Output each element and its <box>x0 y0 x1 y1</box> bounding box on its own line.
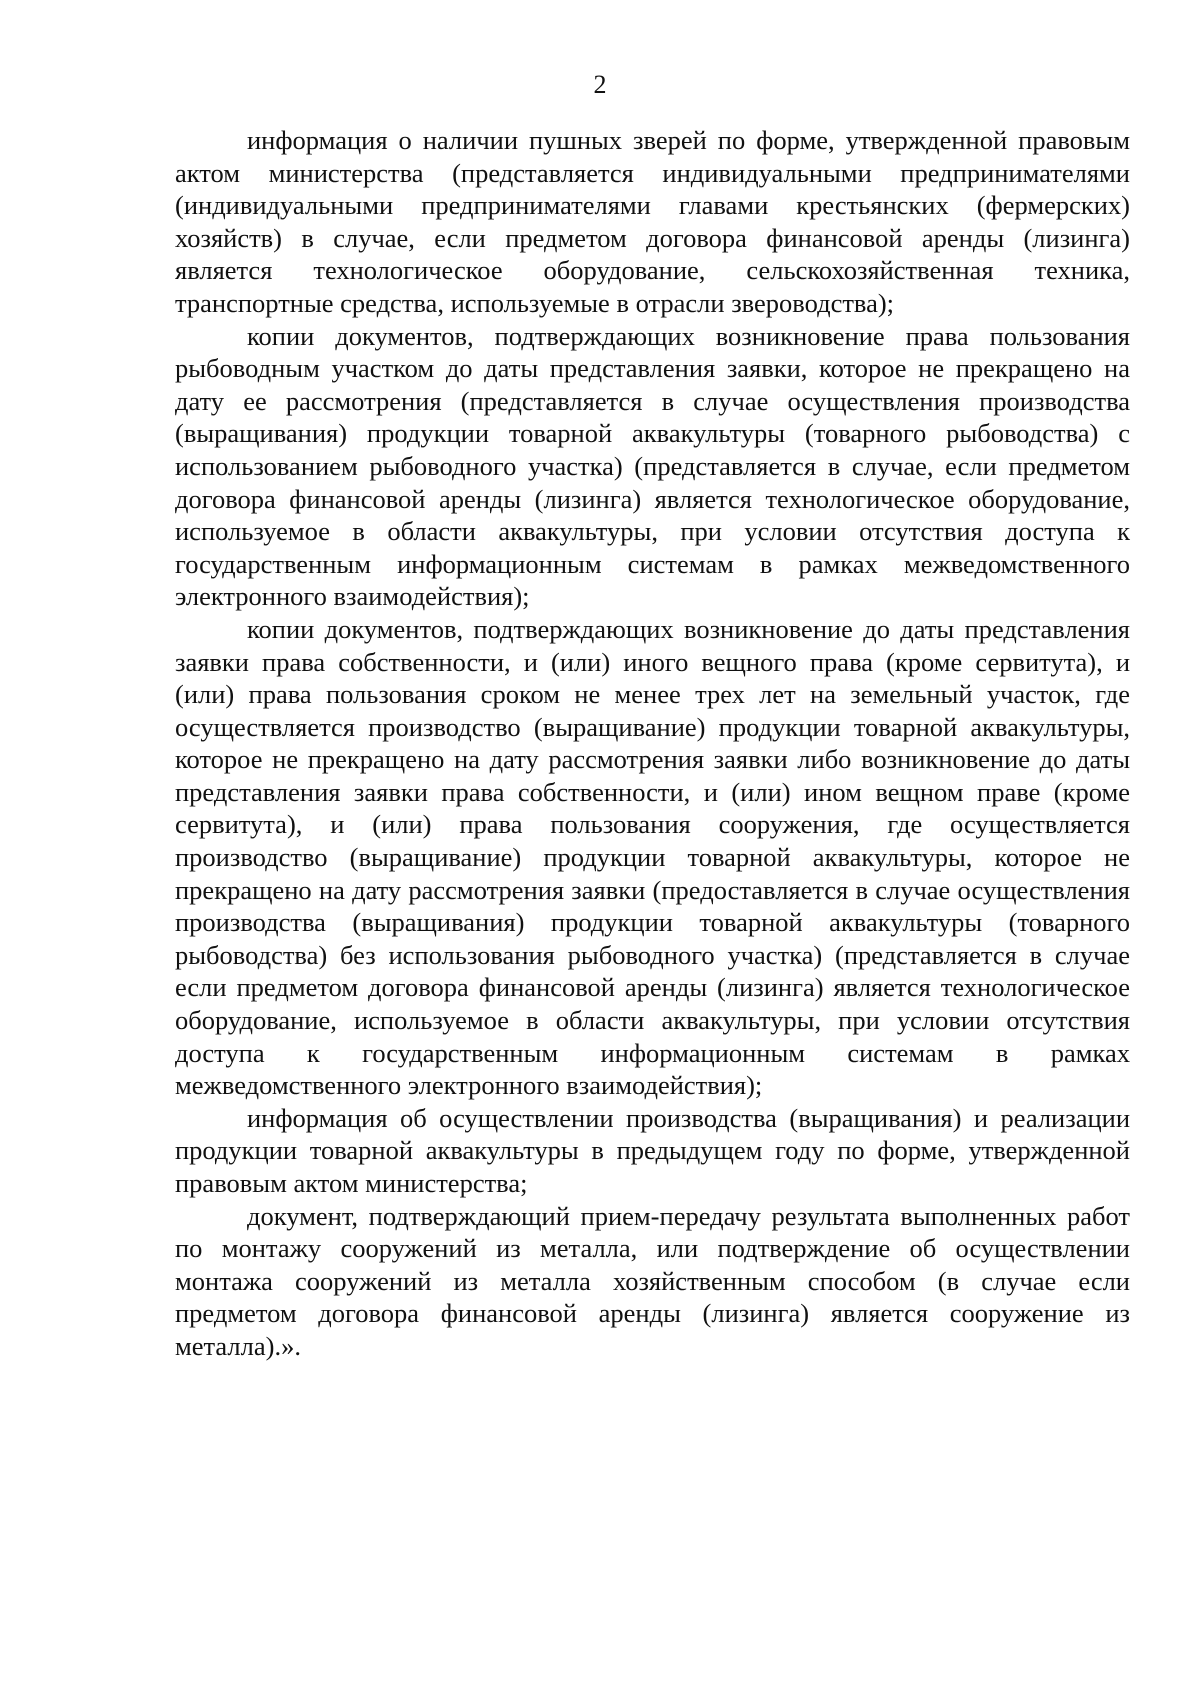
paragraph-fish-breeding-site-rights: копии документов, подтверждающих возникновение права пользования рыбоводным участком до даты представления заявки, которое не прекращено на дату ее рассмотрения (представляется в случае осуществления производства (выращивания) продукции товарной аквакультуры (товарного рыбоводства) с использованием рыбоводного участка) (представляется в случае, если предметом договора финансовой аренды (лизинга) является технологическое оборудование, используемое в области аквакультуры, при условии отсутствия доступа к государственным информационным системам в рамках межведомственного электронного взаимодействия); <box>175 320 1130 612</box>
document-body <box>175 124 1130 1363</box>
paragraph-land-plot-rights: копии документов, подтверждающих возникновение до даты представления заявки права собственности, и (или) иного вещного права (кроме сервитута), и (или) права пользования сроком не менее трех лет на земельный участок, где осуществляется производство (выращивание) продукции товарной аквакультуры, которое не прекращено на дату рассмотрения заявки либо возникновение до даты представления заявки права собственности, и (или) ином вещном праве (кроме сервитута), и (или) права пользования сооружения, где осуществляется производство (выращивание) продукции товарной аквакультуры, которое не прекращено на дату рассмотрения заявки (предоставляется в случае осуществления производства (выращивания) продукции товарной аквакультуры (товарного рыбоводства) без использования рыбоводного участка) (представляется в случае если предметом договора финансовой аренды (лизинга) является технологическое оборудование, используемое в области аквакультуры, при условии отсутствия доступа к государственным информационным системам в рамках межведомственного электронного взаимодействия); <box>175 613 1130 1101</box>
paragraph-fur-animals-info: информация о наличии пушных зверей по форме, утвержденной правовым актом министерства (представляется индивидуальными предпринимателями (индивидуальными предпринимателями главами крестьянских (фермерских) хозяйств) в случае, если предметом договора финансовой аренды (лизинга) является технологическое оборудование, сельскохозяйственная техника, транспортные средства, используемые в отрасли звероводства); <box>175 125 1130 318</box>
page-number: 2 <box>593 70 607 99</box>
paragraph-aquaculture-production-info: информация об осуществлении производства (выращивания) и реализации продукции товарной аквакультуры в предыдущем году по форме, утвержденной правовым актом министерства; <box>175 1102 1130 1198</box>
paragraph-metal-structures-installation: документ, подтверждающий прием-передачу результата выполненных работ по монтажу сооружений из металла, или подтверждение об осуществлении монтажа сооружений из металла хозяйственным способом (в случае если предметом договора финансовой аренды (лизинга) является сооружение из металла).». <box>175 1200 1130 1361</box>
